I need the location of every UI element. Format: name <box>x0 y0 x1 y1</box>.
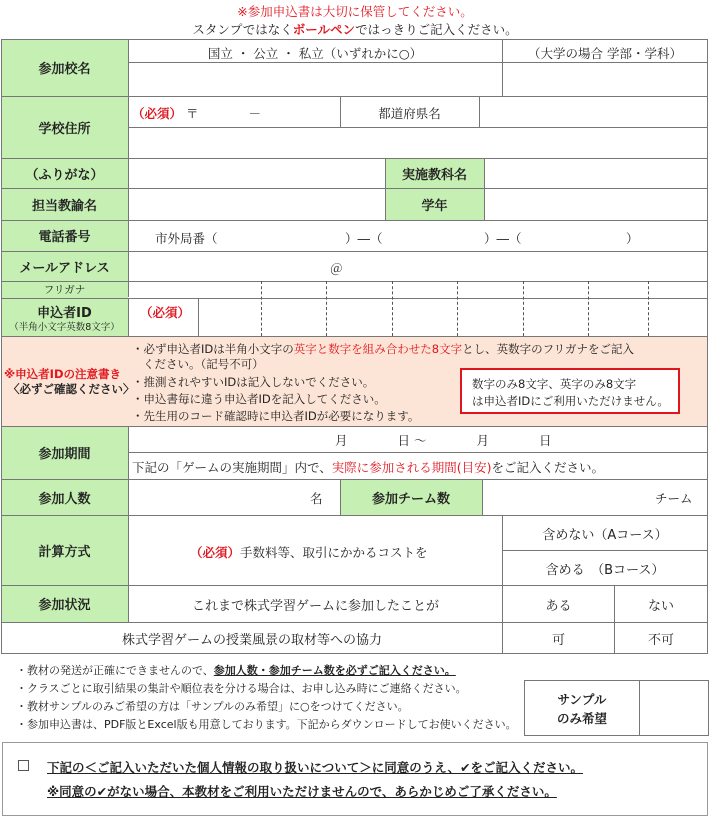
period-label: 参加期間 <box>1 426 128 479</box>
coverage-no-option[interactable]: 不可 <box>647 633 674 648</box>
phone-end: ） <box>626 231 639 246</box>
status-yes-option[interactable]: ある <box>545 598 572 614</box>
phone-area-code[interactable]: 市外局番（ <box>155 231 218 246</box>
stamp-instruction <box>0 20 710 38</box>
course-a-option[interactable]: 含めない（Aコース） <box>542 527 668 543</box>
subject-input[interactable] <box>485 159 707 188</box>
sample-only-input[interactable] <box>640 681 708 735</box>
furigana-label: （ふりがな） <box>1 158 128 188</box>
sample-box <box>524 680 709 736</box>
phone-sep1: ）―（ <box>345 231 383 246</box>
participant-count-input[interactable] <box>129 480 309 515</box>
id-warning-box <box>460 368 680 414</box>
address-input[interactable] <box>129 128 707 158</box>
id-note-line2: ・推測されやすいIDは記入しないでください。 <box>132 375 375 389</box>
footnote-1: ・教材の発送が正確にできませんので、参加人数・参加チーム数を必ずご記入ください。 <box>16 664 456 677</box>
participants-label: 参加人数 <box>1 479 128 515</box>
faculty-hint: （大学の場合 学部・学科） <box>528 46 682 61</box>
phone-label: 電話番号 <box>1 220 128 251</box>
postal-code-field[interactable]: 〒 － <box>186 106 262 121</box>
calculation-label: 計算方式 <box>1 515 128 585</box>
footnote-3: ・教材サンプルのみご希望の方は「サンプルのみ希望」に○をつけてください。 <box>16 700 409 713</box>
calculation-desc: （必須）手数料等、取引にかかるコストを <box>190 545 428 560</box>
id-notes-title: ※申込者IDの注意書き <box>4 367 122 381</box>
period-dates[interactable]: 月 日 ～ 月 日 <box>335 433 552 448</box>
email-at[interactable]: ＠ <box>330 261 343 276</box>
id-note-line1: ・必ず申込者IDは半角小文字の英字と数字を組み合わせた8文字とし、英数字のフリガナをご記入 <box>132 342 635 356</box>
team-count-input[interactable] <box>483 480 653 515</box>
applicant-id-title: 申込者ID <box>37 306 92 321</box>
prefecture-input[interactable] <box>480 97 707 127</box>
status-label: 参加状況 <box>1 585 128 622</box>
coverage-question: 株式学習ゲームの授業風景の取材等への協力 <box>121 633 382 648</box>
id-note-line3: ・申込書毎に違う申込者IDを記入してください。 <box>132 392 386 406</box>
footnote-4: ・参加申込書は、PDF版とExcel版も用意しております。下記からダウンロードしてお使いください。 <box>16 718 517 731</box>
consent-line2: ※同意の✔がない場合、本教材をご利用いただけませんので、あらかじめご了承ください。 <box>47 784 557 799</box>
id-required: （必須） <box>140 305 191 320</box>
id-warning-line2: は申込者IDにご利用いただけません。 <box>472 394 669 408</box>
consent-line1: 下記の＜ご記入いただいた個人情報の取り扱いについて＞に同意のうえ、✔をご記入ください。 <box>47 760 583 775</box>
school-name-input[interactable] <box>129 63 501 95</box>
school-type-options[interactable]: 国立 ・ 公立 ・ 私立（いずれかに○） <box>207 46 423 61</box>
team-unit: チーム <box>655 491 693 506</box>
grade-input[interactable] <box>485 189 707 220</box>
consent-box <box>2 742 708 816</box>
applicant-id-sub: （半角小文字英数8文字） <box>9 322 120 333</box>
id-warning-line1: 数字のみ8文字、英字のみ8文字 <box>472 377 637 391</box>
id-furigana-label: フリガナ <box>1 281 128 298</box>
stamp-pre: スタンプではなく <box>192 22 293 37</box>
grade-label: 学年 <box>385 188 484 220</box>
footnote-2: ・クラスごとに取引結果の集計や順位表を分ける場合は、お申し込み時にご連絡ください。 <box>16 682 467 695</box>
participants-unit: 名 <box>310 491 323 506</box>
id-notes-sub: 〈必ずご確認ください〉 <box>8 382 135 396</box>
teacher-name-label: 担当教諭名 <box>1 188 128 220</box>
school-address-label: 学校住所 <box>1 96 128 158</box>
sample-label-2: のみ希望 <box>556 711 607 726</box>
prefecture-label: 都道府県名 <box>378 106 441 121</box>
team-count-label: 参加チーム数 <box>340 479 482 515</box>
period-note: 下記の「ゲームの実施期間」内で、実際に参加される期間(目安)をご記入ください。 <box>132 460 605 475</box>
status-no-option[interactable]: ない <box>647 598 674 614</box>
phone-sep2: ）―（ <box>484 231 522 246</box>
course-b-option[interactable]: 含める （Bコース） <box>545 562 665 578</box>
email-label: メールアドレス <box>1 251 128 281</box>
address-required: （必須） <box>132 106 183 121</box>
furigana-input[interactable] <box>129 159 385 188</box>
teacher-name-input[interactable] <box>129 189 385 220</box>
stamp-red: ボールペン <box>292 22 356 37</box>
applicant-id-input[interactable] <box>199 282 707 335</box>
id-note-line4: ・先生用のコード確認時に申込者IDが必要になります。 <box>132 409 420 423</box>
school-name-label: 参加校名 <box>1 39 128 96</box>
stamp-post: ではっきりご記入ください。 <box>355 22 518 37</box>
consent-checkbox[interactable] <box>18 760 29 771</box>
id-note-line1b: ください。（記号不可） <box>143 357 264 371</box>
coverage-yes-option[interactable]: 可 <box>551 633 565 648</box>
faculty-input[interactable] <box>503 63 707 95</box>
status-question: これまで株式学習ゲームに参加したことが <box>191 598 439 614</box>
sample-label-1: サンプル <box>557 692 607 707</box>
subject-label: 実施教科名 <box>385 158 484 188</box>
notice-text: ※参加申込書は大切に保管してください。 <box>237 4 473 19</box>
